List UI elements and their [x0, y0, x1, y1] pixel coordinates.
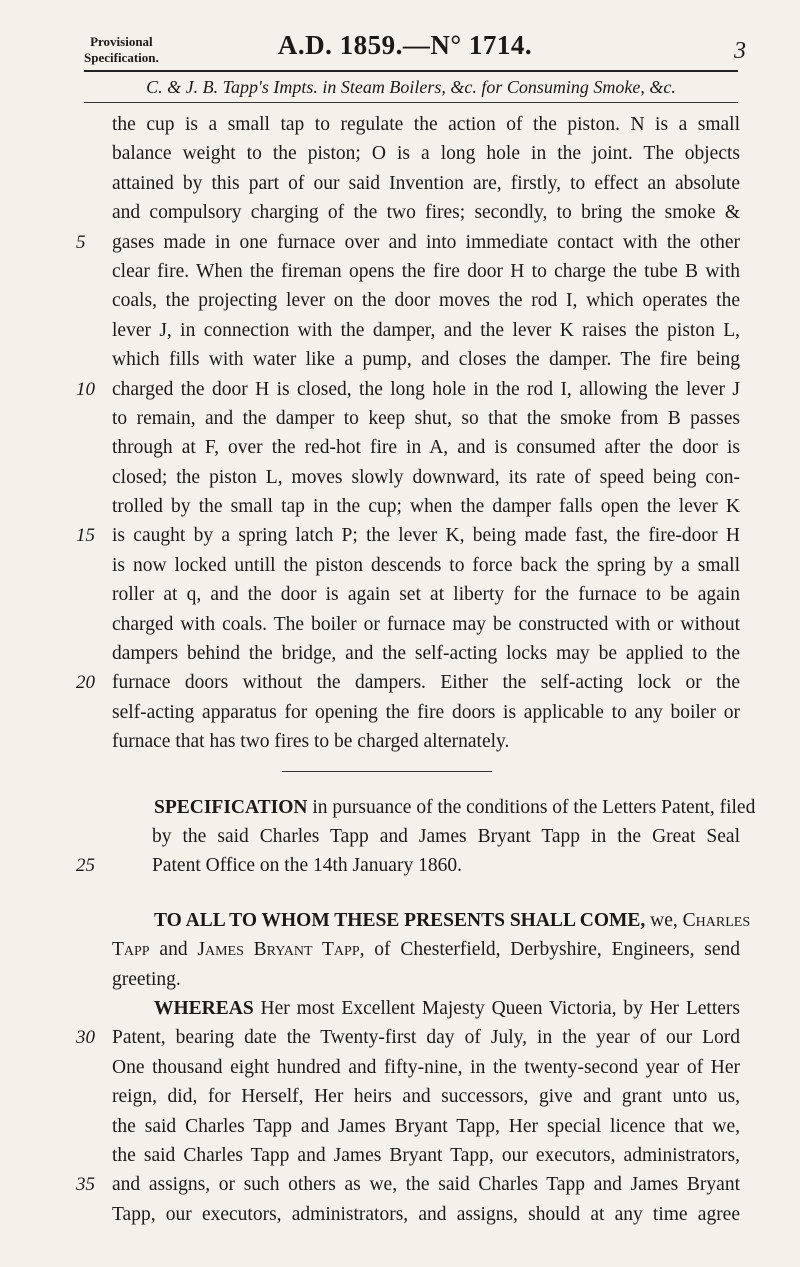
text-line	[112, 551, 740, 580]
text-line	[76, 228, 740, 257]
line-text: Patent, bearing date the Twenty-first day of July, in the year of our Lord	[112, 1027, 740, 1049]
line-text: closed; the piston L, moves slowly downward, its rate of speed being con-	[112, 466, 740, 488]
text-line	[112, 110, 740, 139]
line-text: the said Charles Tapp and James Bryant Tapp, our executors, administrators,	[112, 1144, 740, 1166]
line-text: which fills with water like a pump, and closes the damper. The fire being	[112, 349, 740, 371]
whereas-body	[76, 1023, 740, 1229]
line-text: the said Charles Tapp and James Bryant Tapp, Her special licence that we,	[112, 1115, 740, 1137]
text-line	[112, 727, 740, 756]
specification-line: SPECIFICATION in pursuance of the conditions of the Letters Patent, filed	[154, 796, 756, 818]
line-text: charged with coals. The boiler or furnace may be constructed with or without	[112, 613, 740, 635]
line-text: charged the door H is closed, the long hole in the rod I, allowing the lever J	[112, 378, 740, 400]
text-line	[76, 521, 740, 550]
line-text: clear fire. When the fireman opens the fire door H to charge the tube B with	[112, 260, 740, 282]
line-text: through at F, over the red-hot fire in A, and is consumed after the door is	[112, 437, 740, 459]
line-text: is caught by a spring latch P; the lever K, being made fast, the fire-door H	[112, 525, 740, 547]
text-line	[76, 668, 740, 697]
text-line	[112, 1112, 740, 1141]
text-line	[76, 1023, 740, 1052]
line-text: Tapp, our executors, administrators, and assigns, should at any time agree	[112, 1203, 740, 1225]
page-number: 3	[734, 38, 746, 64]
line-text: attained by this part of our said Invention are, firstly, to effect an absolute	[112, 172, 740, 194]
whereas-line: WHEREAS Her most Excellent Majesty Queen Victoria, by Her Letters	[154, 997, 740, 1019]
text-line	[112, 639, 740, 668]
text-line	[112, 1053, 740, 1082]
running-title: C. & J. B. Tapp's Impts. in Steam Boilers, &c. for Consuming Smoke, &c.	[146, 77, 676, 97]
text-line	[112, 169, 740, 198]
line-number: 10	[76, 378, 95, 400]
line-text: coals, the projecting lever on the door moves the rod I, which operates the	[112, 290, 740, 312]
line-text: and assigns, or such others as we, the said Charles Tapp and James Bryant	[112, 1174, 740, 1196]
text-line	[112, 286, 740, 315]
line-number: 5	[76, 231, 86, 253]
text-line	[112, 463, 740, 492]
text-line	[112, 1082, 740, 1111]
text-line	[112, 698, 740, 727]
line-text: roller at q, and the door is again set at liberty for the furnace to be again	[112, 584, 740, 606]
specification-line: by the said Charles Tapp and James Bryant Tapp in the Great Seal	[152, 825, 740, 847]
line-number: 30	[76, 1027, 95, 1049]
text-line	[112, 610, 740, 639]
text-line	[112, 345, 740, 374]
text-line	[112, 492, 740, 521]
line-text: is now locked untill the piston descends to force back the spring by a small	[112, 554, 740, 576]
line-text: and compulsory charging of the two fires; secondly, to bring the smoke &	[112, 202, 740, 224]
line-text: furnace that has two fires to be charged alternately.	[112, 731, 510, 753]
line-text: the cup is a small tap to regulate the action of the piston. N is a small	[112, 114, 740, 135]
greeting-heading: TO ALL TO WHOM THESE PRESENTS SHALL COME,	[154, 909, 646, 931]
text-line	[112, 316, 740, 345]
whereas-heading: WHEREAS	[154, 997, 254, 1019]
line-text: One thousand eight hundred and fifty-nine, in the twenty-second year of Her	[112, 1056, 740, 1078]
line-number: 15	[76, 525, 95, 547]
specification-heading: SPECIFICATION	[154, 796, 308, 818]
text-line	[112, 139, 740, 168]
header-rule	[84, 70, 738, 72]
page-title: A.D. 1859.—N° 1714.	[277, 30, 533, 60]
text-line	[112, 433, 740, 462]
running-title-rule	[84, 102, 738, 103]
text-line	[112, 198, 740, 227]
text-line	[112, 257, 740, 286]
line-number: 35	[76, 1174, 95, 1196]
text-line	[112, 1141, 740, 1170]
line-text: furnace doors without the dampers. Either the self-acting lock or the	[112, 672, 740, 694]
greeting-line: TO ALL TO WHOM THESE PRESENTS SHALL COME, we, Charles	[154, 909, 751, 931]
greeting-line: greeting.	[112, 968, 181, 990]
paragraph-gap	[112, 881, 740, 906]
line-number: 20	[76, 672, 95, 694]
specification-line: 25 Patent Office on the 14th January 1860.	[112, 851, 740, 880]
text-line	[112, 1200, 740, 1229]
text-line	[76, 1170, 740, 1199]
line-text: self-acting apparatus for opening the fire doors is applicable to any boiler or	[112, 701, 740, 723]
section-divider	[112, 757, 740, 793]
body-text	[76, 110, 756, 1229]
line-text: trolled by the small tap in the cup; when the damper falls open the lever K	[112, 496, 740, 518]
line-text: reign, did, for Herself, Her heirs and successors, give and grant unto us,	[112, 1086, 740, 1108]
line-text: to remain, and the damper to keep shut, so that the smoke from B passes	[112, 407, 740, 429]
line-text: balance weight to the piston; O is a long hole in the joint. The objects	[112, 143, 740, 165]
line-number: 25	[76, 855, 95, 877]
greeting-line: Tapp and James Bryant Tapp, of Chesterfield, Derbyshire, Engineers, send	[112, 939, 740, 961]
text-line	[76, 375, 740, 404]
provisional-body	[76, 110, 740, 757]
provisional-specification-label: Provisional Specification.	[84, 34, 159, 65]
line-text: dampers behind the bridge, and the self-acting locks may be applied to the	[112, 643, 740, 665]
line-text: lever J, in connection with the damper, and the lever K raises the piston L,	[112, 319, 740, 341]
text-line	[112, 580, 740, 609]
text-line	[112, 404, 740, 433]
line-text: gases made in one furnace over and into immediate contact with the other	[112, 231, 740, 253]
